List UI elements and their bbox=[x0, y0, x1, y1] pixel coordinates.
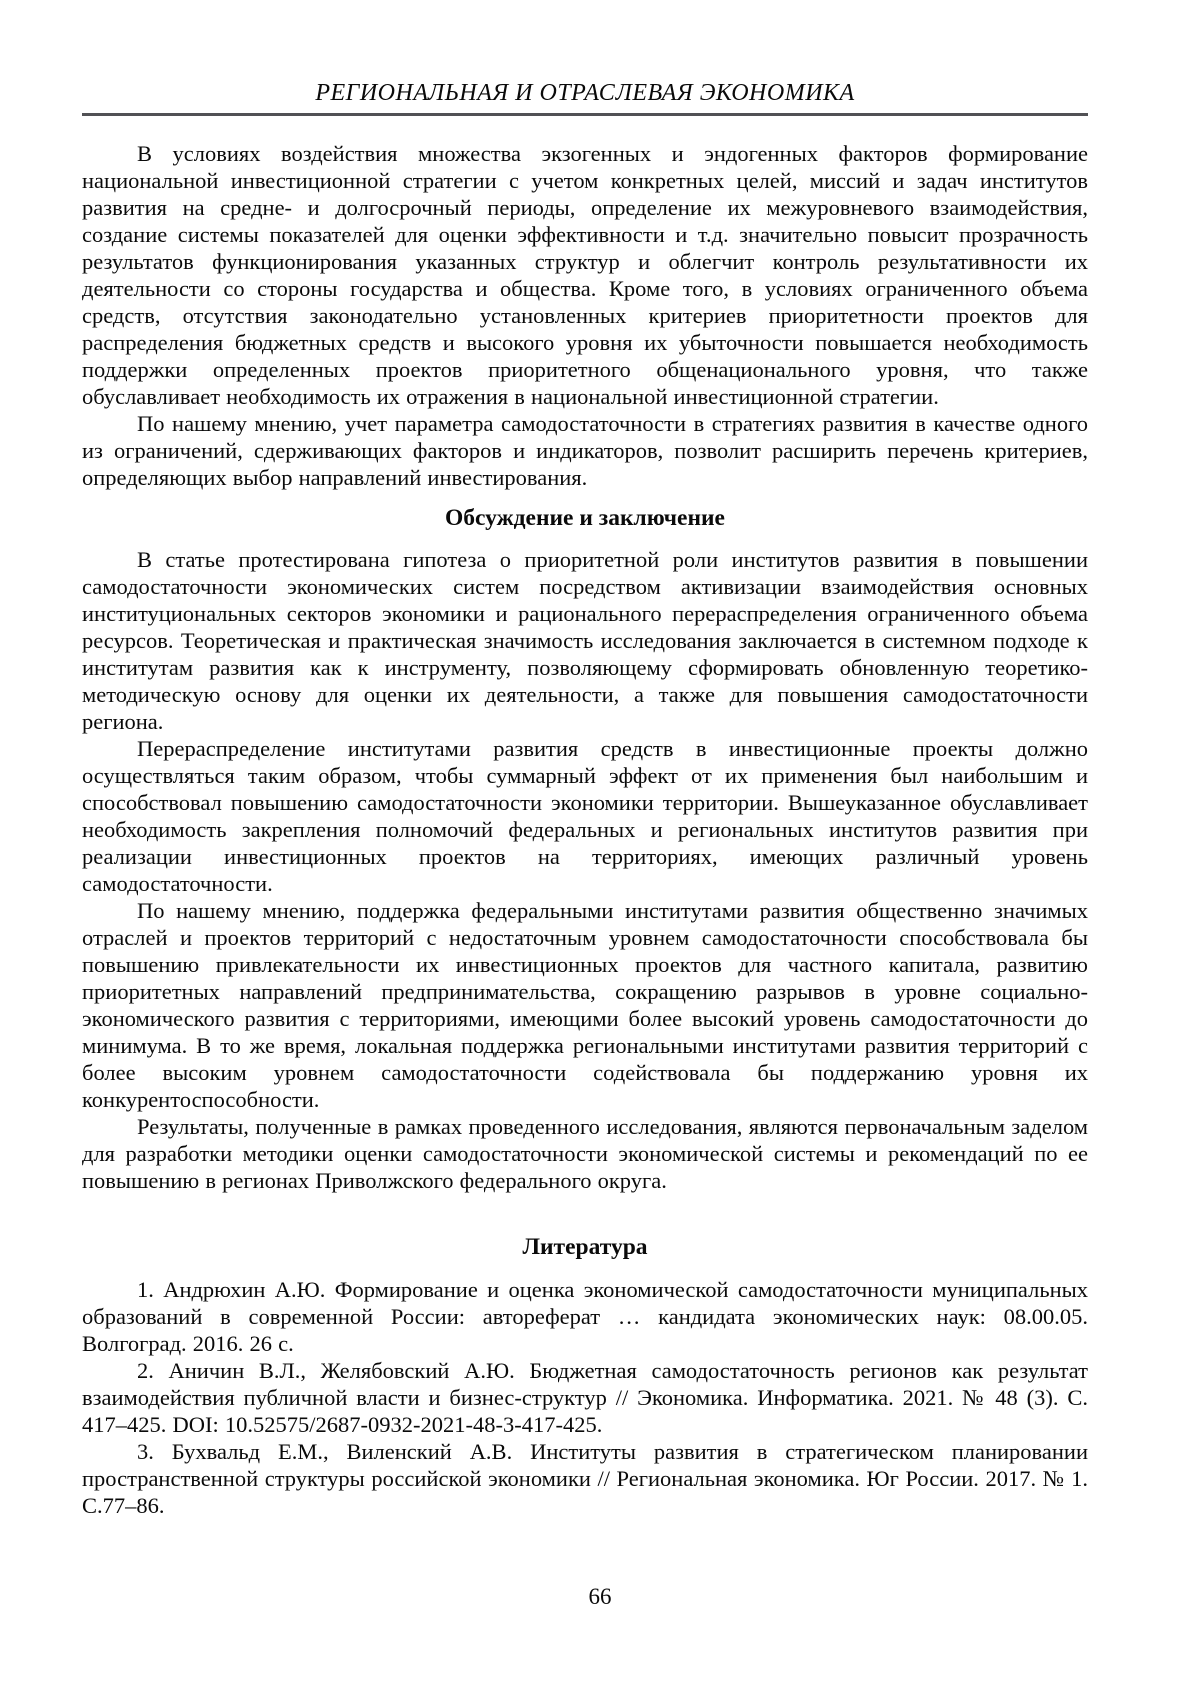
section-heading-literature: Литература bbox=[522, 1234, 648, 1260]
intro-paragraph: По нашему мнению, учет параметра самодостаточности в стратегиях развития в качестве одного из ограничений, сдерживающих факторов и индикаторов, позволит расширить перечень критериев, определяющих выбор направлений инвестирования. bbox=[82, 411, 1088, 490]
discussion-paragraph: Результаты, полученные в рамках проведенного исследования, являются первоначальным заделом для разработки методики оценки самодостаточности экономической системы и рекомендаций по ее повышению в регионах Приволжского федерального округа. bbox=[82, 1114, 1088, 1193]
header-rule bbox=[82, 113, 1088, 116]
article-body bbox=[82, 140, 1088, 1519]
discussion-paragraph: По нашему мнению, поддержка федеральными институтами развития общественно значимых отраслей и проектов территорий с недостаточным уровнем самодостаточности способствовала бы повышению привлекательности их инвестиционных проектов для частного капитала, развитию приоритетных направлений предпринимательства, сокращению разрывов в уровне социально-экономического развития с территориями, имеющими более высокий уровень самодостаточности до минимума. В то же время, локальная поддержка региональными институтами развития территорий с более высоким уровнем самодостаточности содействовала бы поддержанию уровня их конкурентоспособности. bbox=[82, 898, 1088, 1112]
reference-item: 1. Андрюхин А.Ю. Формирование и оценка экономической самодостаточности муниципальных образований в современной России: автореферат … кандидата экономических наук: 08.00.05. Волгоград. 2016. 26 с. bbox=[82, 1277, 1088, 1356]
page-header bbox=[82, 0, 1088, 116]
reference-item: 3. Бухвальд Е.М., Виленский А.В. Институты развития в стратегическом планировании пространственной структуры российской экономики // Региональная экономика. Юг России. 2017. № 1. С.77–86. bbox=[82, 1439, 1088, 1518]
page-number: 66 bbox=[588, 1584, 612, 1609]
discussion-paragraph: Перераспределение институтами развития средств в инвестиционные проекты должно осуществляться таким образом, чтобы суммарный эффект от их применения был наибольшим и способствовал повышению самодостаточности экономики территории. Вышеуказанное обуславливает необходимость закрепления полномочий федеральных и региональных институтов развития при реализации инвестиционных проектов на территориях, имеющих различный уровень самодостаточности. bbox=[82, 736, 1088, 896]
discussion-paragraph: В статье протестирована гипотеза о приоритетной роли институтов развития в повышении самодостаточности экономических систем посредством активизации взаимодействия основных институциональных секторов экономики и рационального перераспределения ограниченного объема ресурсов. Теоретическая и практическая значимость исследования заключается в системном подходе к институтам развития как к инструменту, позволяющему сформировать обновленную теоретико-методическую основу для оценки их деятельности, а также для повышения самодостаточности региона. bbox=[82, 547, 1088, 734]
text-block bbox=[82, 0, 1088, 1519]
running-head-title: РЕГИОНАЛЬНАЯ И ОТРАСЛЕВАЯ ЭКОНОМИКА bbox=[315, 80, 855, 106]
section-heading-discussion: Обсуждение и заключение bbox=[445, 505, 725, 531]
intro-paragraph: В условиях воздействия множества экзогенных и эндогенных факторов формирование национальной инвестиционной стратегии с учетом конкретных целей, миссий и задач институтов развития на средне- и долгосрочный периоды, определение их межуровневого взаимодействия, создание системы показателей для оценки эффективности и т.д. значительно повысит прозрачность результатов функционирования указанных структур и облегчит контроль результативности их деятельности со стороны государства и общества. Кроме того, в условиях ограниченного объема средств, отсутствия законодательно установленных критериев приоритетности проектов для распределения бюджетных средств и высокого уровня их убыточности повышается необходимость поддержки определенных проектов приоритетного общенационального уровня, что также обуславливает необходимость их отражения в национальной инвестиционной стратегии. bbox=[82, 141, 1088, 409]
reference-item: 2. Аничин В.Л., Желябовский А.Ю. Бюджетная самодостаточность регионов как результат взаимодействия публичной власти и бизнес-структур // Экономика. Информатика. 2021. № 48 (3). С. 417–425. DOI: 10.52575/2687-0932-2021-48-3-417-425. bbox=[82, 1358, 1088, 1437]
